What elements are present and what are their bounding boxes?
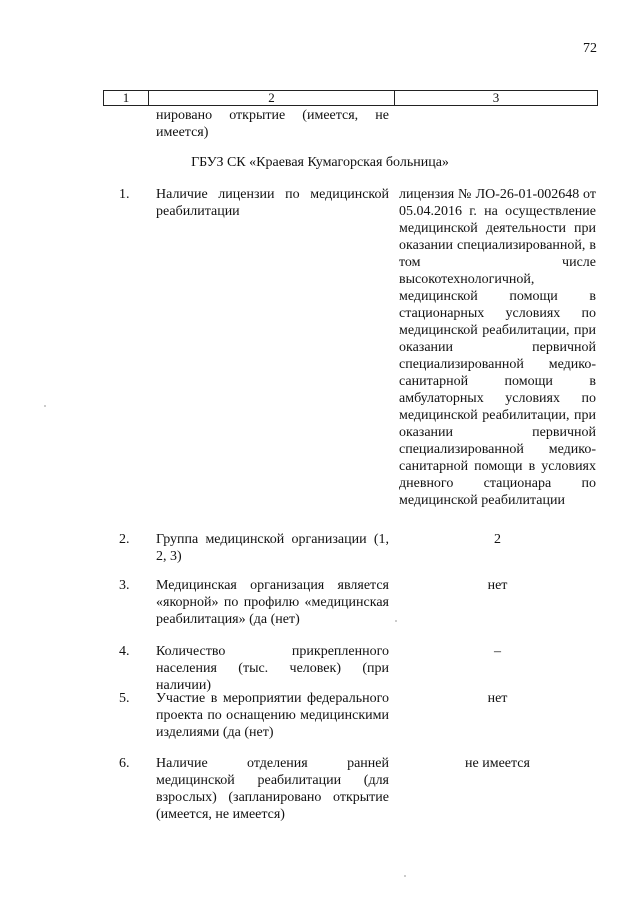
row-description: Группа медицинской организации (1, 2, 3) xyxy=(156,532,389,564)
row-number: 5. xyxy=(119,691,130,706)
row-value: 2 xyxy=(494,532,501,547)
row-number: 4. xyxy=(119,644,130,659)
row-number: 1. xyxy=(119,187,130,202)
row-description: Наличие отделения ранней медицинской реабилитации (для взрослых) (запланировано открытие (имеется, не имеется) xyxy=(156,756,389,822)
row-value: – xyxy=(494,644,501,659)
row-number: 2. xyxy=(119,532,130,547)
continuation-text: нировано открытие (имеется, не имеется) xyxy=(156,108,389,140)
scan-speck xyxy=(404,875,406,877)
row-description: Участие в мероприятии федерального проекта по оснащению медицинскими изделиями (да (нет) xyxy=(156,691,389,740)
row-number: 3. xyxy=(119,578,130,593)
row-description: Наличие лицензии по медицинской реабилитации xyxy=(156,187,389,219)
row-description: Медицинская организация является «якорной» по профилю «медицинская реабилитация» (да (нет) xyxy=(156,578,389,627)
scan-speck xyxy=(395,620,397,622)
row-value: нет xyxy=(487,578,508,593)
row-description: Количество прикрепленного населения (тыс. человек) (при наличии) xyxy=(156,644,389,693)
table-header-row xyxy=(103,90,598,106)
row-value: нет xyxy=(487,691,508,706)
header-col-2: 2 xyxy=(149,91,395,105)
row-number: 6. xyxy=(119,756,130,771)
scan-speck xyxy=(44,405,46,407)
header-col-3: 3 xyxy=(492,90,500,105)
header-col-1: 1 xyxy=(104,91,149,105)
organization-title: ГБУЗ СК «Краевая Кумагорская больница» xyxy=(191,155,449,170)
row-value: не имеется xyxy=(465,756,530,771)
page-number: 72 xyxy=(583,41,597,56)
row-value: лицензия № ЛО-26-01-002648 от 05.04.2016 г. на осуществление медицинской деятельности при оказании специализированной, в том числе высокотехнологичной, медицинской помощи в стационарных условиях по медицинской реабилитации, при оказании первичной специализированной медико-санитарной помощи в амбулаторных условиях по медицинской реабилитации, при оказании первичной специализированной медико-санитарной помощи в условиях дневного стационара по медицинской реабилитации xyxy=(399,187,596,508)
